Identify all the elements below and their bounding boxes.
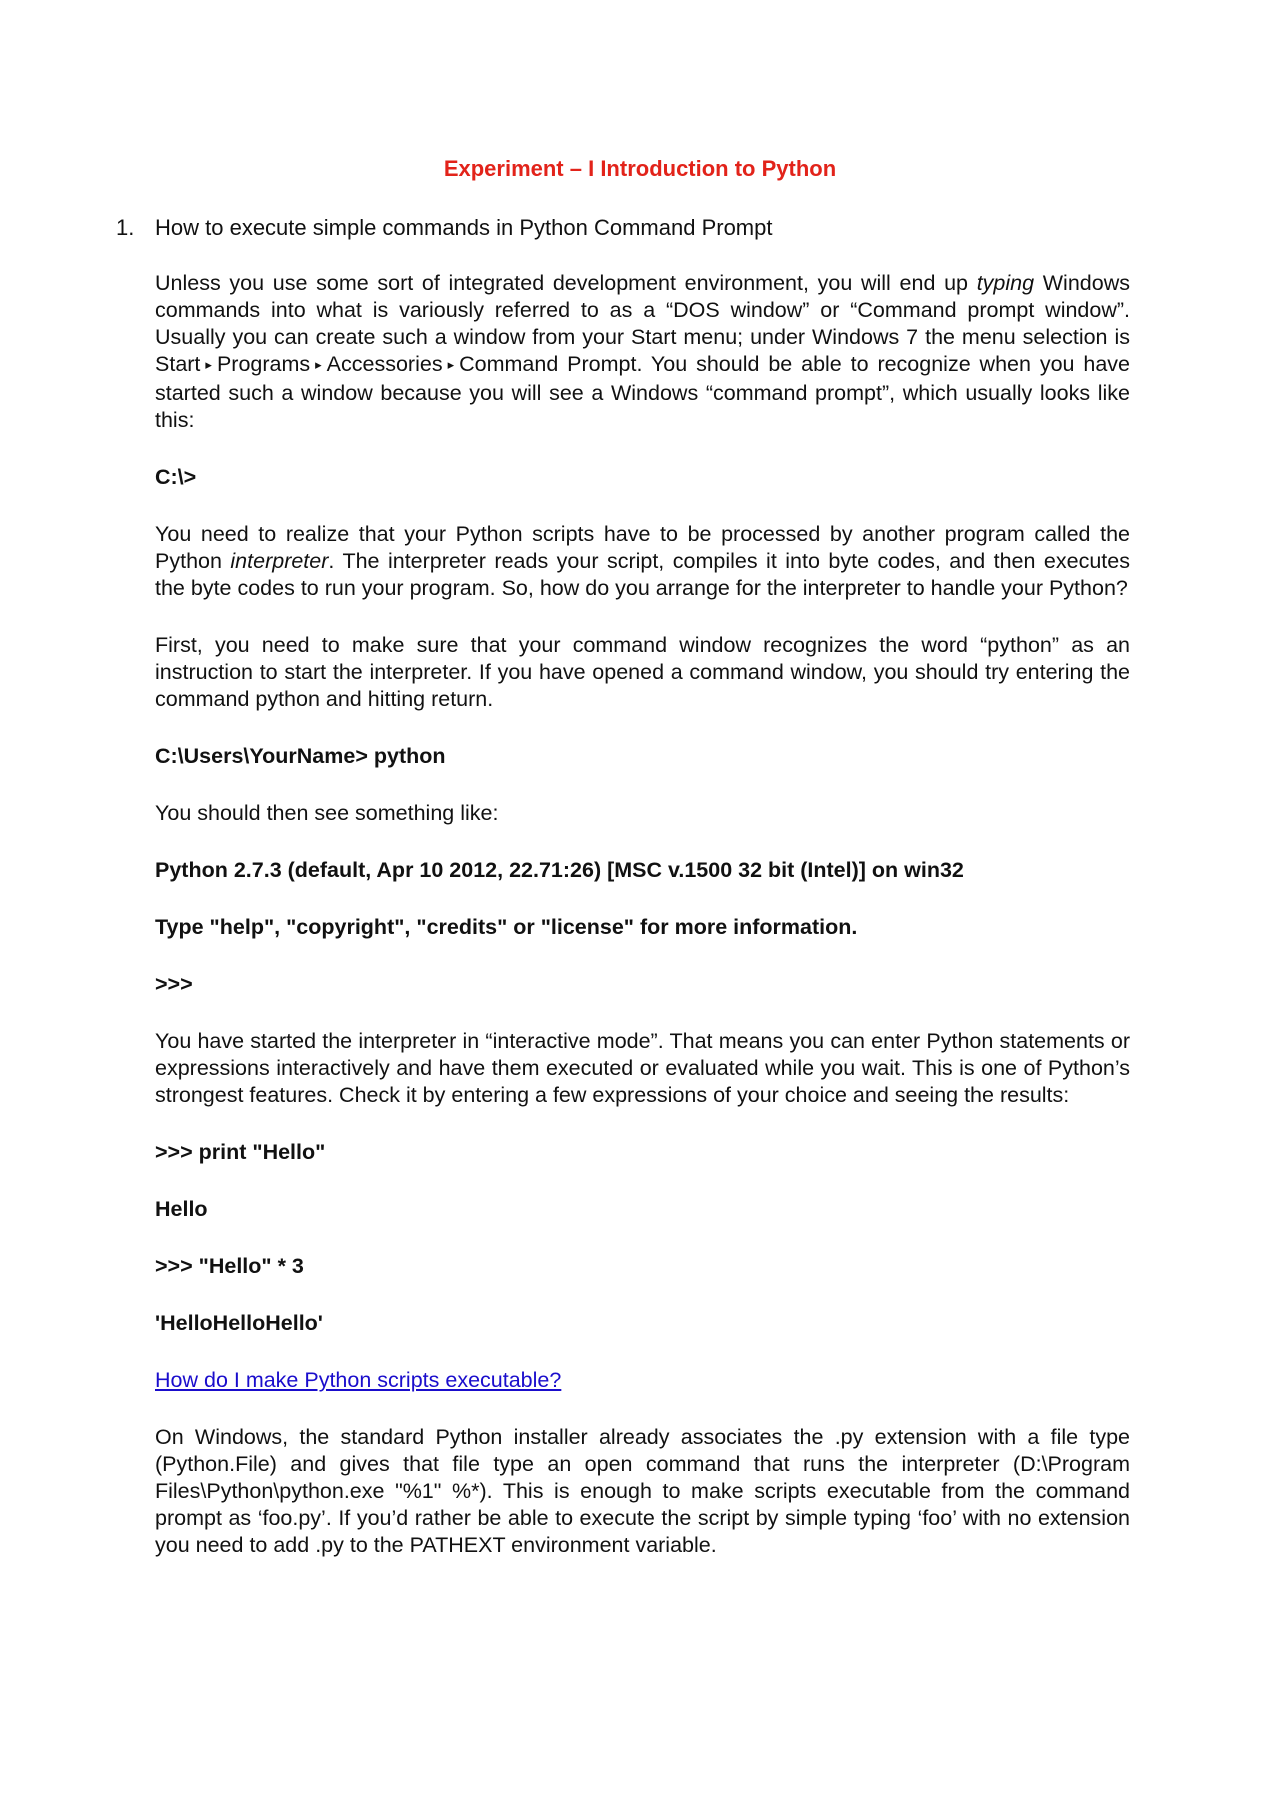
paragraph-interactive-mode: You have started the interpreter in “interactive mode”. That means you can enter Python statements or expressions interactively and have them executed or evaluated while you wait. This is one of Python’s strongest features. Check it by entering a few expressions of your choice and seeing the results: — [155, 1029, 1130, 1107]
faq-executable-link[interactable]: How do I make Python scripts executable? — [155, 1368, 562, 1392]
code-hello-times-three: >>> "Hello" * 3 — [155, 1254, 304, 1278]
paragraph-interpreter — [155, 521, 1130, 602]
code-output-hellohellohello: 'HelloHelloHello' — [155, 1311, 323, 1335]
list-item-heading: How to execute simple commands in Python Command Prompt — [155, 215, 773, 240]
paragraph-interpreter-italic: interpreter — [230, 549, 329, 573]
list-item-number: 1. — [116, 215, 135, 240]
menu-arrow-icon: ▸ — [447, 357, 455, 372]
body-content — [155, 270, 1130, 1589]
menu-accessories: Accessories — [326, 352, 443, 376]
paragraph-intro-text-1: Unless you use some sort of integrated development environment, you will end up — [155, 271, 977, 295]
prompt-example-python: C:\Users\YourName> python — [155, 744, 446, 768]
paragraph-intro-italic: typing — [976, 271, 1035, 295]
menu-command-prompt-text: Command Prompt. You should be able to recognize when you have started such a window because you will see a Windows “command prompt”, which usually looks like this: — [155, 352, 1130, 432]
interactive-prompt: >>> — [155, 972, 193, 996]
paragraph-first: First, you need to make sure that your command window recognizes the word “python” as an instruction to start the interpreter. If you have opened a command window, you should try entering the command python and hitting return. — [155, 633, 1130, 711]
link-paragraph — [155, 1367, 1130, 1394]
paragraph-windows-installer: On Windows, the standard Python installer already associates the .py extension with a file type (Python.File) and gives that file type an open command that runs the interpreter (D:\Program Files\Python\python.exe "%1" %*). This is enough to make scripts executable from the command prompt as ‘foo.py’. If you’d rather be able to execute the script by simple typing ‘foo’ with no extension you need to add .py to the PATHEXT environment variable. — [155, 1425, 1130, 1557]
paragraph-intro — [155, 270, 1130, 434]
paragraph-see-something: You should then see something like: — [155, 801, 499, 825]
code-print-hello: >>> print "Hello" — [155, 1140, 326, 1164]
python-banner-version: Python 2.7.3 (default, Apr 10 2012, 22.71:26) [MSC v.1500 32 bit (Intel)] on win32 — [155, 858, 964, 882]
page-title: Experiment – I Introduction to Python — [443, 156, 837, 181]
menu-programs: Programs — [216, 352, 311, 376]
menu-arrow-icon: ▸ — [315, 357, 322, 372]
paragraph-interpreter-text-2: . The interpreter reads your script, compiles it into byte codes, and then executes the byte codes to run your program. So, how do you arrange for the interpreter to handle your Python? — [155, 549, 1130, 600]
prompt-example-root: C:\> — [155, 465, 197, 489]
menu-arrow-icon: ▸ — [205, 357, 212, 372]
paragraph-intro-text-2: Windows commands into what is variously referred to as a “DOS window” or “Command prompt window”. Usually you can create such a window from your Start menu; under Windows 7 the menu selection is Start — [155, 271, 1130, 376]
python-banner-help: Type "help", "copyright", "credits" or "license" for more information. — [155, 915, 858, 939]
code-output-hello: Hello — [155, 1197, 208, 1221]
paragraph-interpreter-text-1: You need to realize that your Python scripts have to be processed by another program called the Python — [155, 522, 1130, 573]
